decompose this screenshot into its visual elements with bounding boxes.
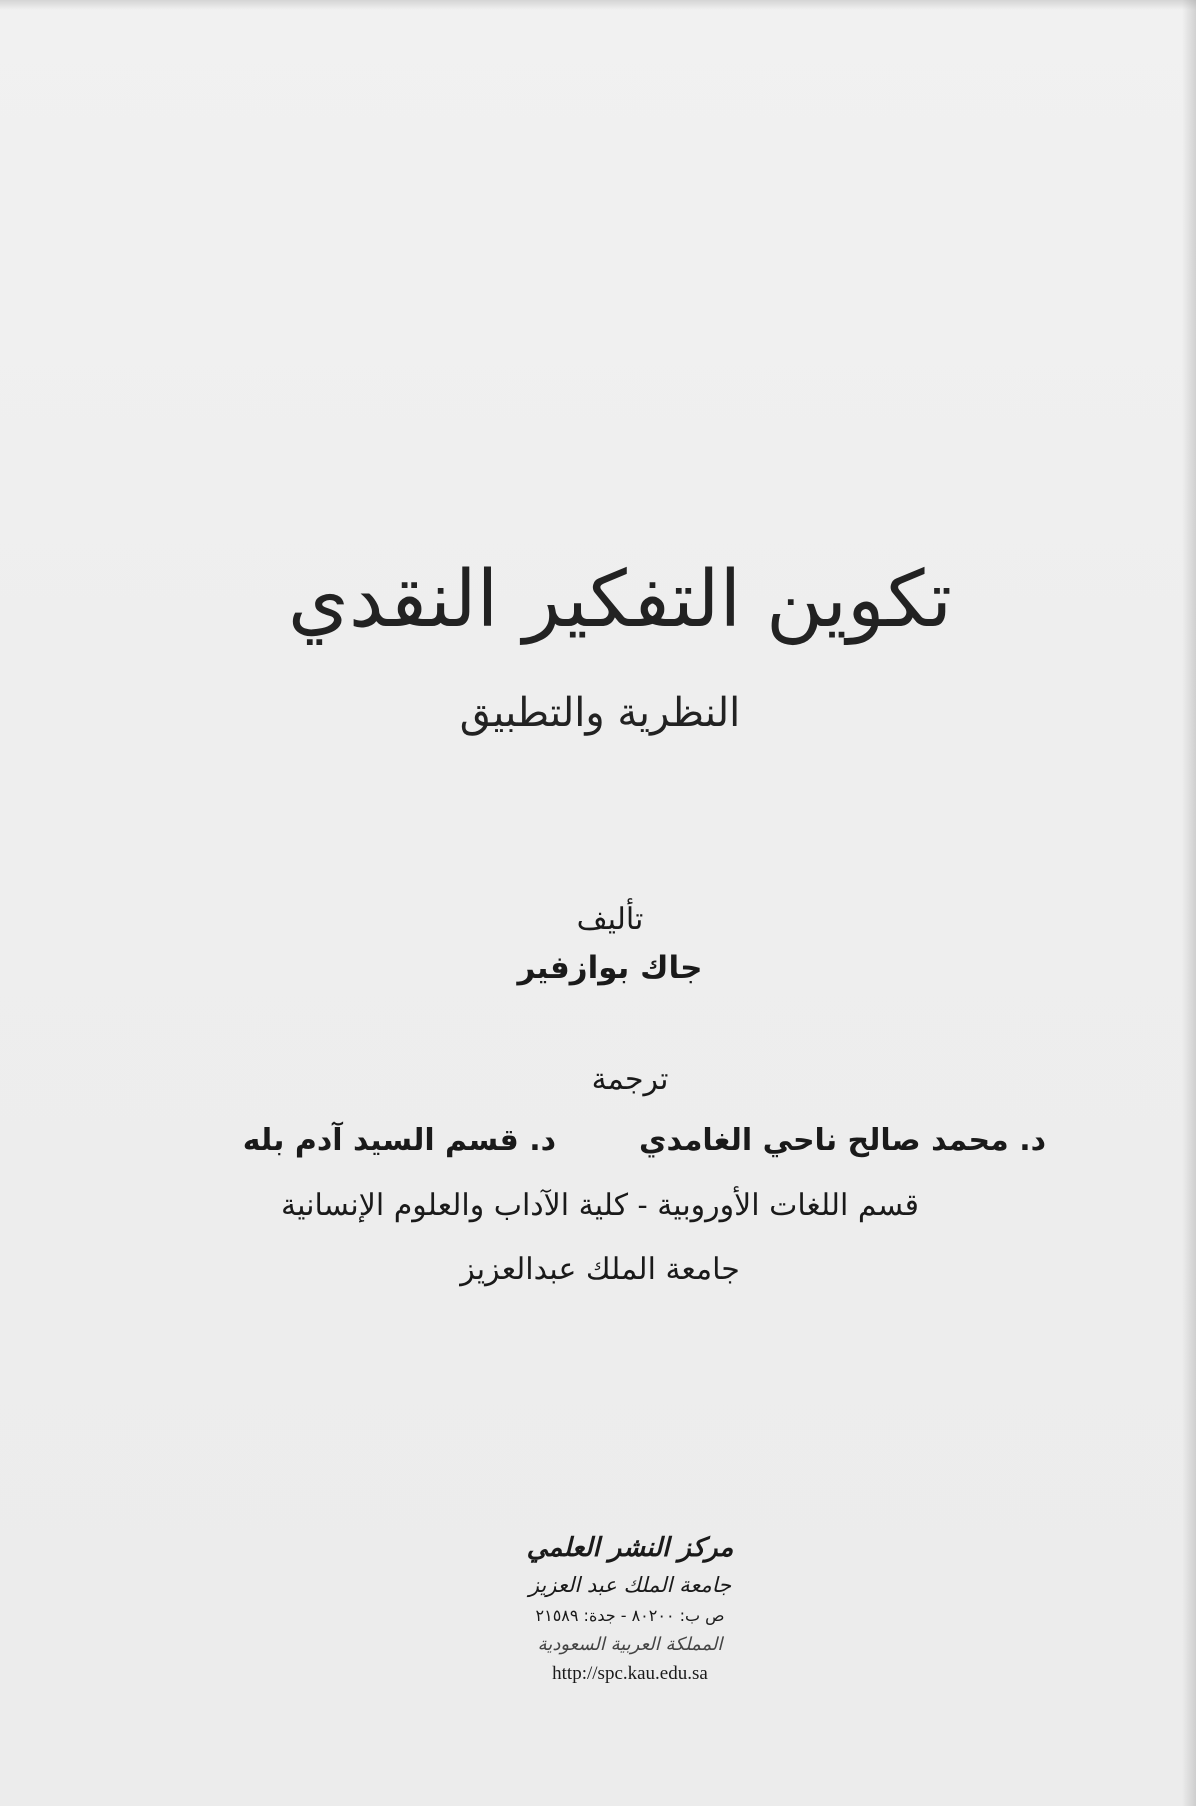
translator-department: قسم اللغات الأوروبية - كلية الآداب والعلوم الإنسانية	[281, 1188, 919, 1223]
translator-1: د. محمد صالح ناحي الغامدي	[639, 1123, 1046, 1158]
publisher-name: مركز النشر العلمي	[526, 1533, 734, 1563]
author-name: جاك بوازفير	[517, 950, 703, 986]
translator-university: جامعة الملك عبدالعزيز	[460, 1252, 740, 1287]
translation-label: ترجمة	[591, 1062, 669, 1097]
publisher-url: http://spc.kau.edu.sa	[552, 1663, 708, 1684]
scan-top-shadow	[0, 0, 1196, 10]
publisher-block	[480, 1528, 780, 1688]
scan-right-edge-shadow	[1182, 0, 1196, 1806]
book-title: تكوين التفكير النقدي	[287, 555, 953, 645]
book-subtitle: النظرية والتطبيق	[459, 690, 741, 736]
publisher-country: المملكة العربية السعودية	[537, 1634, 723, 1655]
authorship-label: تأليف	[576, 902, 644, 937]
translator-2: د. قسم السيد آدم بله	[242, 1123, 556, 1158]
publisher-university: جامعة الملك عبد العزيز	[528, 1573, 732, 1597]
publisher-po-box: ص ب: ٨٠٢٠٠ - جدة: ٢١٥٨٩	[535, 1606, 725, 1625]
